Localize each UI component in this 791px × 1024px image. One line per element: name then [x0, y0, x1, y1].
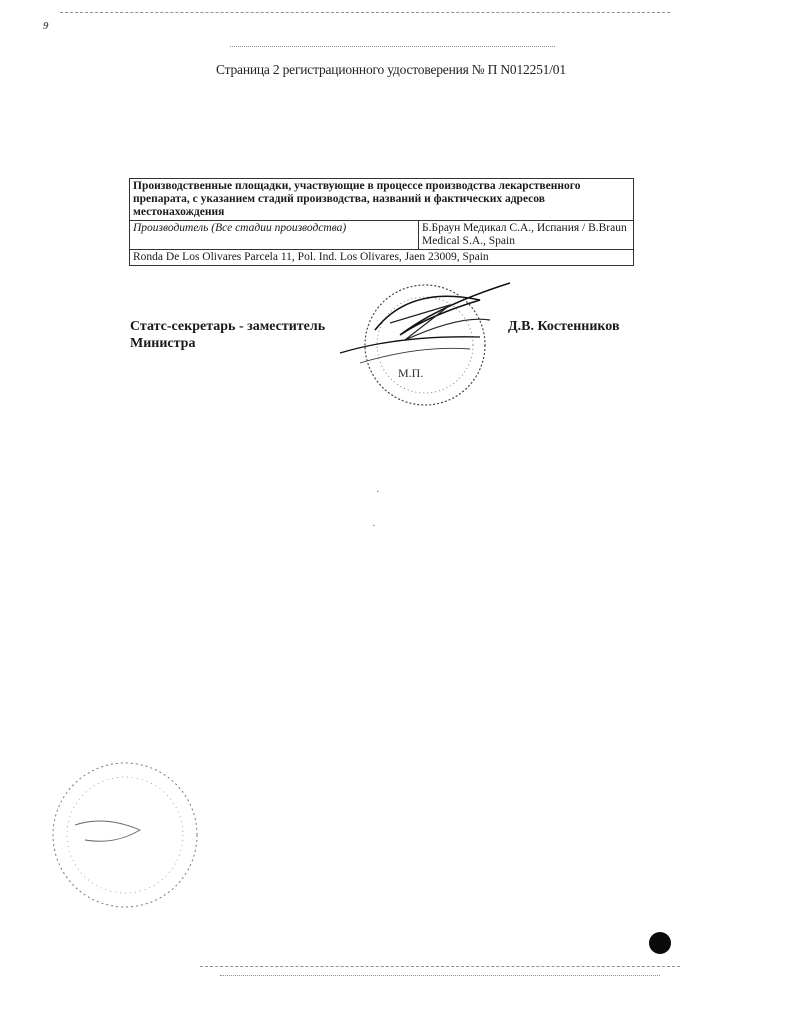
- table-row: [130, 179, 634, 221]
- stamp-mark: М.П.: [398, 366, 424, 380]
- scan-artifact-bottom: [200, 966, 680, 967]
- punch-hole-mark: [649, 932, 671, 954]
- production-sites-table: [129, 178, 634, 266]
- official-stamp: [330, 275, 530, 415]
- faded-stamp: [45, 755, 205, 915]
- scan-speck: ·: [376, 486, 380, 498]
- table-row: [130, 250, 634, 266]
- scan-artifact-top-2: [230, 46, 555, 47]
- manufacturer-address: Ronda De Los Olivares Parcela 11, Pol. Ind. Los Olivares, Jaen 23009, Spain: [130, 250, 634, 266]
- scan-artifact-bottom-2: [220, 975, 660, 976]
- table-row: [130, 221, 634, 250]
- signatory-name: Д.В. Костенников: [508, 319, 620, 334]
- scan-speck: ·: [372, 520, 376, 532]
- manufacturer-role: Производитель (Все стадии производства): [130, 221, 419, 250]
- manufacturer-company: Б.Браун Медикал С.А., Испания / B.Braun Medical S.A., Spain: [419, 221, 634, 250]
- page-header: Страница 2 регистрационного удостоверения № П N012251/01: [216, 62, 566, 77]
- signatory-title: Статс-секретарь - заместитель Министра: [130, 319, 326, 351]
- table-heading: Производственные площадки, участвующие в процессе производства лекарственного препарата, с указанием стадий производства, названий и фактических адресов местонахождения: [130, 179, 634, 221]
- scan-artifact-top: [60, 12, 670, 13]
- corner-mark: 9: [43, 20, 49, 32]
